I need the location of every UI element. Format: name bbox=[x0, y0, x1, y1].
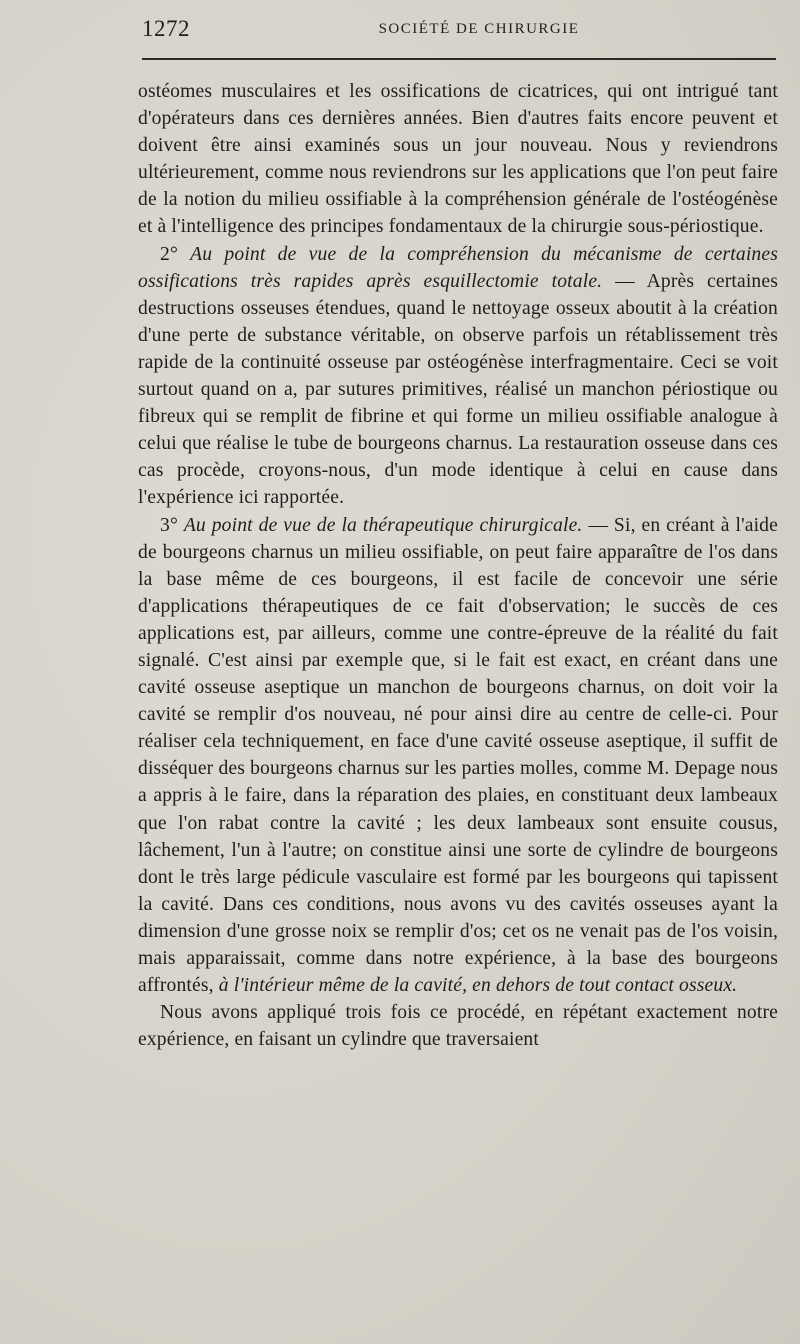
paragraph-3-text: — Si, en créant à l'aide de bourgeons charnus un milieu ossifiable, on peut faire apparaître de l'os dans la base même de ces bourgeons, il est facile de concevoir une série d'applications thérapeutiques de ce fait d'observation; le succès de ces applications est, par ailleurs, comme une contre-épreuve de la réalité du fait signalé. C'est ainsi par exemple que, si le fait est exact, en créant dans une cavité osseuse aseptique un manchon de bourgeons charnus, on doit voir la cavité se remplir d'os nouveau, né pour ainsi dire au centre de celle-ci. Pour réaliser cela techniquement, en face d'une cavité osseuse aseptique, il suffit de disséquer des bourgeons charnus sur les parties molles, comme M. Depage nous a appris à le faire, dans la réparation des plaies, en constituant deux lambeaux que l'on rabat contre la cavité ; les deux lambeaux sont ensuite cousus, lâchement, l'un à l'autre; on constitue ainsi une sorte de cylindre de bourgeons dont le très large pédicule vasculaire est formé par les bourgeons qui tapissent la cavité. Dans ces conditions, nous avons vu des cavités osseuses ayant la dimension d'une grosse noix se remplir d'os; cet os ne venait pas de l'os voisin, mais apparaissait, comme dans notre expérience, à la base des bourgeons affrontés, bbox=[138, 514, 778, 997]
paragraph-2-text: — Après certaines destructions osseuses étendues, quand le nettoyage osseux aboutit à la création d'une perte de substance véritable, on observe parfois un rétablissement très rapide de la continuité osseuse par ostéogénèse interfragmentaire. Ceci se voit surtout quand on a, par sutures primitives, réalisé un manchon périostique ou fibreux qui se remplit de fibrine et qui forme un milieu ossifiable analogue à celui que réalise le tube de bourgeons charnus. La restauration osseuse dans ces cas procède, croyons-nous, d'un mode identique à celui en cause dans l'expérience ici rapportée. bbox=[138, 270, 778, 509]
body-text bbox=[138, 78, 778, 1053]
paragraph-2-heading: Au point de vue de la compréhension du mécanisme de certaines ossifications très rapides après esquillectomie totale. bbox=[138, 243, 778, 292]
paragraph-2-number: 2° bbox=[160, 243, 178, 265]
page-header bbox=[142, 14, 776, 50]
paragraph-1 bbox=[138, 78, 778, 241]
paragraph-3-heading: Au point de vue de la thérapeutique chirurgicale. bbox=[183, 514, 583, 536]
paragraph-3-italic-end: à l'intérieur même de la cavité, en dehors de tout contact osseux. bbox=[218, 975, 738, 997]
paragraph-2 bbox=[138, 241, 778, 512]
paragraph-3-number: 3° bbox=[160, 514, 178, 536]
paragraph-4 bbox=[138, 999, 778, 1053]
page-number: 1272 bbox=[142, 16, 190, 41]
paragraph-4-text: Nous avons appliqué trois fois ce procédé, en répétant exactement notre expérience, en faisant un cylindre que traversaient bbox=[138, 1002, 778, 1051]
paragraph-1-text: ostéomes musculaires et les ossifications de cicatrices, qui ont intrigué tant d'opérateurs dans ces dernières années. Bien d'autres faits encore peuvent et doivent être ainsi examinés sous un jour nouveau. Nous y reviendrons ultérieurement, comme nous reviendrons sur les applications que l'on peut faire de la notion du milieu ossifiable à la compréhension générale de l'ostéogénèse et à l'intelligence des principes fondamentaux de la chirurgie sous-périostique. bbox=[138, 81, 778, 238]
header-rule bbox=[142, 58, 776, 60]
running-head: SOCIÉTÉ DE CHIRURGIE bbox=[378, 21, 580, 37]
paragraph-3 bbox=[138, 512, 778, 1000]
